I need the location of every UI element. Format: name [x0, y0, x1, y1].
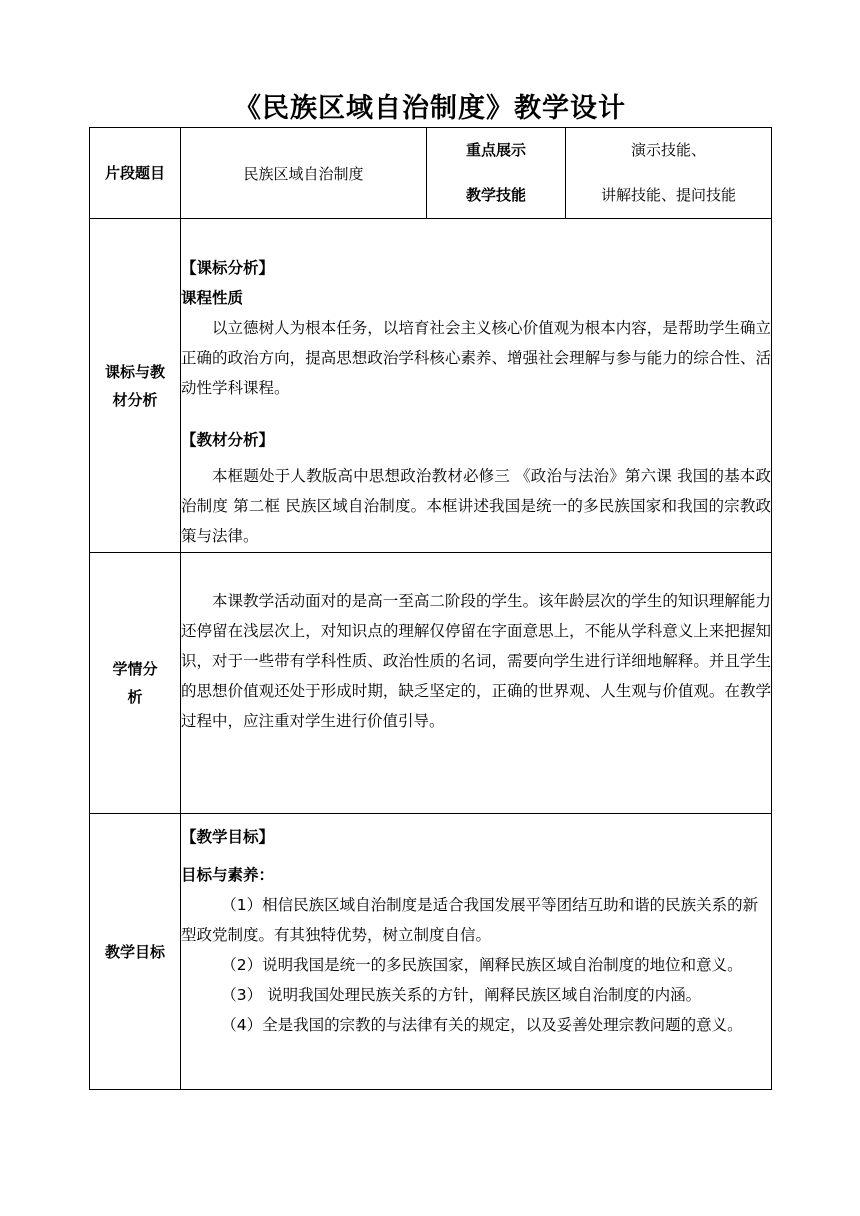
lesson-design-table — [89, 127, 772, 1090]
label-teaching-goals: 教学目标 — [90, 814, 181, 1090]
curriculum-analysis-content — [181, 219, 772, 553]
label-topic: 片段题目 — [90, 128, 181, 219]
label-key-skills-line2: 教学技能 — [465, 186, 526, 204]
label-student-analysis — [90, 553, 181, 814]
row-curriculum-analysis — [90, 219, 772, 553]
label-curriculum-line1: 课标与教 — [104, 362, 165, 381]
row-student-analysis — [90, 553, 772, 814]
teaching-goals-heading: 【教学目标】 — [181, 828, 275, 846]
label-key-skills-line1: 重点展示 — [465, 141, 526, 159]
label-key-skills — [427, 128, 566, 219]
label-student-line2: 析 — [127, 688, 143, 706]
label-student-line1: 学情分 — [112, 660, 158, 678]
goal-item-1: （1）相信民族区域自治制度是适合我国发展平等团结互助和谐的民族关系的新型政党制度。有其独特优势，树立制度自信。 — [181, 896, 759, 944]
skills-line1: 演示技能、 — [630, 141, 706, 159]
label-curriculum-line2: 材分析 — [112, 390, 158, 409]
goal-item-3: （3） 说明我国处理民族关系的方针，阐释民族区域自治制度的内涵。 — [221, 986, 702, 1004]
course-nature-text: 以立德树人为根本任务，以培育社会主义核心价值观为根本内容，是帮助学生确立正确的政治方向，提高思想政治学科核心素养、增强社会理解与参与能力的综合性、活动性学科课程。 — [181, 319, 771, 397]
teaching-goals-content — [181, 814, 772, 1090]
jiaocai-text: 本框题处于人教版高中思想政治教材必修三 《政治与法治》第六课 我国的基本政治制度 第二框 民族区域自治制度。本框讲述我国是统一的多民族国家和我国的宗教政策与法律。 — [181, 467, 771, 545]
student-analysis-text: 本课教学活动面对的是高一至高二阶段的学生。该年龄层次的学生的知识理解能力还停留在浅层次上，对知识点的理解仅停留在字面意思上，不能从学科意义上来把握知识，对于一些带有学科性质、政治性质的名词，需要向学生进行详细地解释。并且学生的思想价值观还处于形成时期，缺乏坚定的，正确的世界观、人生观与价值观。在教学过程中，应注重对学生进行价值引导。 — [181, 592, 771, 730]
kebiao-heading: 【课标分析】 — [181, 259, 275, 277]
row-topic — [90, 128, 772, 219]
goal-item-4: （4）全是我国的宗教的与法律有关的规定，以及妥善处理宗教问题的意义。 — [221, 1016, 743, 1034]
skills-line2: 讲解技能、提问技能 — [600, 186, 736, 204]
label-curriculum-analysis — [90, 219, 181, 553]
student-analysis-content — [181, 553, 772, 814]
skills-value — [566, 128, 772, 219]
row-teaching-goals — [90, 814, 772, 1090]
goals-subheading: 目标与素养： — [181, 866, 275, 884]
goal-item-2: （2）说明我国是统一的多民族国家，阐释民族区域自治制度的地位和意义。 — [221, 956, 743, 974]
topic-value: 民族区域自治制度 — [181, 128, 427, 219]
page-title: 《民族区域自治制度》教学设计 — [234, 93, 626, 124]
course-nature-heading: 课程性质 — [181, 289, 244, 307]
jiaocai-heading: 【教材分析】 — [181, 431, 275, 449]
